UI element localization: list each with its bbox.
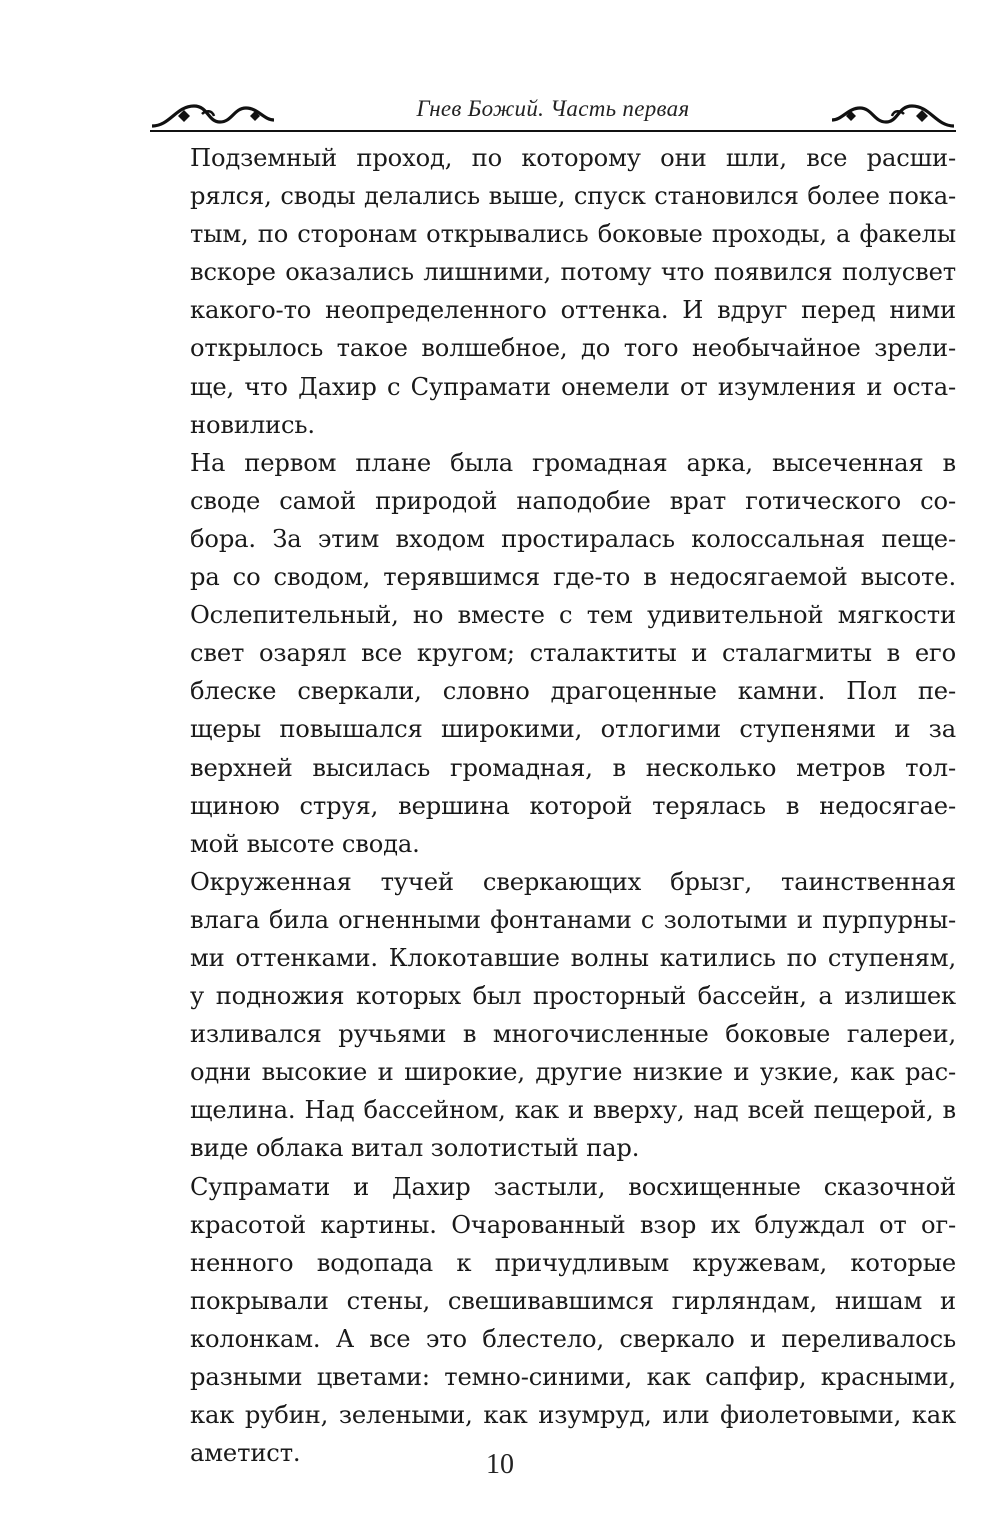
body-text	[154, 139, 956, 1472]
text-line: у подножия которых был просторный бассейн, а излишек	[190, 982, 956, 1011]
text-line: колонкам. А все это блестело, сверкало и переливалось	[190, 1324, 956, 1353]
text-line: ненного водопада к причудливым кружевам, которые	[190, 1248, 956, 1277]
header-rule	[150, 130, 956, 132]
text-line: разными цветами: темно-синими, как сапфир, красными,	[190, 1363, 956, 1391]
text-line: Окруженная тучей сверкающих брызг, таинственная	[190, 867, 956, 896]
text-line: Ослепительный, но вместе с тем удивительной мягкости	[190, 601, 956, 630]
text-line: своде самой природой наподобие врат готического со-	[190, 486, 956, 515]
paragraph	[154, 863, 956, 1168]
text-line: щелина. Над бассейном, как и вверху, над всей пещерой, в	[190, 1096, 956, 1125]
text-line: изливался ручьями в многочисленные боковые галереи,	[190, 1020, 956, 1049]
text-line: новились.	[190, 410, 315, 439]
paragraph	[154, 1168, 956, 1473]
text-line: ще, что Дахир с Супрамати онемели от изумления и оста-	[190, 372, 956, 401]
text-line: Подземный проход, по которому они шли, все расши-	[190, 144, 956, 172]
text-line: щеры повышался широкими, отлогими ступенями и за	[190, 715, 956, 744]
ornament-right-icon	[830, 100, 956, 130]
paragraph	[154, 139, 956, 444]
page-number: 10	[486, 1449, 514, 1480]
text-line: открылось такое волшебное, до того необычайное зрели-	[190, 334, 956, 363]
text-line: вскоре оказались лишними, потому что появился полусвет	[190, 258, 956, 287]
text-line: как рубин, зелеными, как изумруд, или фиолетовыми, как	[190, 1401, 956, 1430]
text-line: тым, по сторонам открывались боковые проходы, а факелы	[190, 220, 956, 249]
text-line: покрывали стены, свешивавшимся гирляндам, нишам и	[190, 1286, 956, 1315]
text-line: ми оттенками. Клокотавшие волны катились по ступеням,	[190, 943, 956, 972]
text-line: виде облака витал золотистый пар.	[190, 1134, 640, 1163]
text-line: мой высоте свода.	[190, 829, 420, 858]
text-line: одни высокие и широкие, другие низкие и узкие, как рас-	[190, 1058, 956, 1087]
text-line: влага била огненными фонтанами с золотыми и пурпурны-	[190, 905, 956, 934]
text-line: верхней высилась громадная, в несколько метров тол-	[190, 753, 956, 782]
text-line: На первом плане была громадная арка, высеченная в	[190, 448, 956, 477]
text-line: аметист.	[190, 1439, 301, 1468]
text-line: Супрамати и Дахир застыли, восхищенные сказочной	[190, 1172, 956, 1201]
text-line: бора. За этим входом простиралась колоссальная пеще-	[190, 524, 956, 553]
text-line: блеске сверкали, словно драгоценные камни. Пол пе-	[190, 677, 956, 706]
text-line: свет озарял все кругом; сталактиты и сталагмиты в его	[190, 639, 956, 668]
text-line: щиною струя, вершина которой терялась в недосягае-	[190, 791, 956, 820]
header-title: Гнев Божий. Часть первая	[416, 96, 690, 121]
text-line: какого-то неопределенного оттенка. И вдруг перед ними	[190, 296, 956, 325]
text-line: ра со сводом, терявшимся где-то в недосягаемой высоте.	[190, 563, 956, 592]
text-line: красотой картины. Очарованный взор их блуждал от ог-	[190, 1210, 956, 1239]
text-line: рялся, своды делались выше, спуск становился более пока-	[190, 182, 956, 211]
paragraph	[154, 444, 956, 863]
